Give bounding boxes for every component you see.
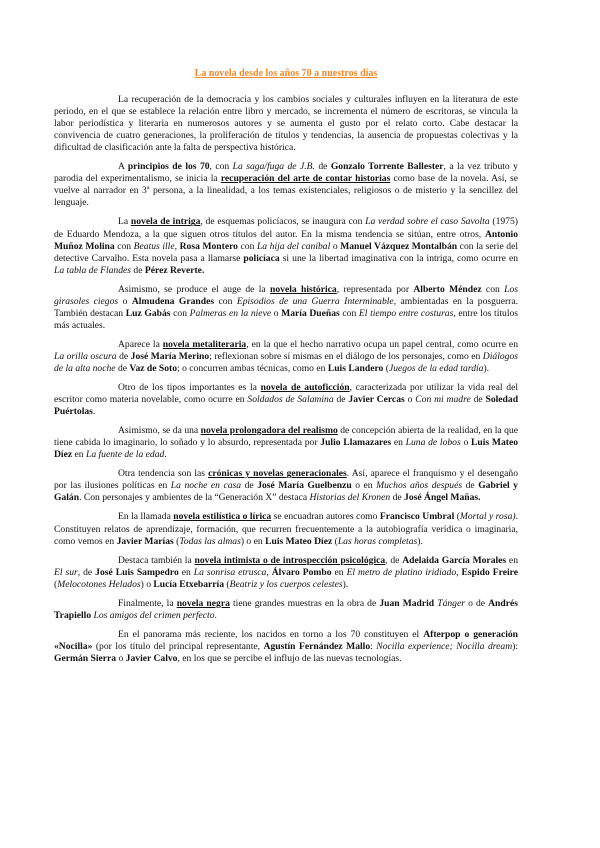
text-run: , en la que el hecho narrativo ocupa un papel central, como ocurre en xyxy=(246,338,518,350)
text-run: o xyxy=(404,394,416,406)
bold-run: novela metaliteraria xyxy=(162,338,247,350)
bold-run: José María Merino xyxy=(130,350,210,362)
text-run: o de xyxy=(464,597,489,609)
text-run: ) o xyxy=(140,578,154,590)
paragraph xyxy=(54,425,518,461)
italic-run: La tabla de Flandes xyxy=(54,264,132,276)
paragraph xyxy=(54,382,518,418)
italic-run: Palmeras en la nieve xyxy=(189,307,272,319)
paragraph xyxy=(54,161,518,209)
bold-run: Andrés Trapiello xyxy=(54,597,518,621)
italic-run: Beatus ille xyxy=(133,240,175,252)
text-run: En el panorama más reciente, los nacidos en torno a los 70 constituyen el xyxy=(118,628,424,640)
text-run: , con xyxy=(209,161,233,173)
italic-run: La verdad sobre el caso Savolta xyxy=(365,216,490,228)
text-run: , xyxy=(174,240,180,252)
italic-run: El sur xyxy=(54,566,78,578)
text-run: , de esquemas policíacos, se inaugura con xyxy=(200,216,366,228)
text-run: ) o en xyxy=(240,535,266,547)
text-run: A xyxy=(118,161,128,173)
text-run: . Con personajes y ambientes de la “Generación X” destaca xyxy=(79,492,310,504)
italic-run: La orilla oscura xyxy=(54,350,117,362)
bold-run: Espido Freire xyxy=(461,566,518,578)
text-run: ( xyxy=(224,578,230,590)
bold-run: Luz Gabás xyxy=(125,307,171,319)
text-run: de concepción abierta de la realidad, en la que tiene cabida lo imaginario, lo soñado y lo absurdo, representada por xyxy=(54,425,518,449)
italic-run: Melocotones Helados xyxy=(57,578,141,590)
text-run: en xyxy=(331,566,347,578)
bold-run: Adelaida García Morales xyxy=(402,554,507,566)
text-run: tiene grandes muestras en la obra de xyxy=(229,597,380,609)
italic-run: Todas las almas xyxy=(179,535,241,547)
text-run: , representada por xyxy=(336,283,414,295)
bold-run: Alberto Méndez xyxy=(413,283,482,295)
bold-run: Soledad Puértolas xyxy=(54,394,519,418)
text-run: La xyxy=(118,216,131,228)
bold-run: Germán Sierra xyxy=(54,652,117,664)
text-run: de xyxy=(470,394,486,406)
italic-run: Diálogos de la alta noche xyxy=(54,350,518,374)
text-run: de xyxy=(390,492,405,504)
italic-run: Mortal y rosa) xyxy=(459,511,516,523)
text-run: ( xyxy=(332,535,338,547)
text-run: , de xyxy=(385,554,403,566)
italic-run: Los amigos del crimen perfecto xyxy=(93,609,215,621)
paragraph xyxy=(54,598,518,622)
text-run: , ambientadas en la posguerra. También destacan xyxy=(54,295,519,319)
bold-run: Antonio Muñoz Molina xyxy=(54,228,518,252)
text-run: . xyxy=(92,406,96,418)
italic-run: Soldados de Salamina xyxy=(247,394,334,406)
text-run: ( xyxy=(454,511,460,523)
bold-run: crónicas y novelas generacionales xyxy=(208,468,347,480)
italic-run: Juegos de la edad tardía xyxy=(388,362,484,374)
bold-run: José Luis Sampedro xyxy=(95,566,179,578)
bold-run: Almudena Grandes xyxy=(131,295,215,307)
bold-run: Javier Cercas xyxy=(348,394,405,406)
italic-run: Las horas completas xyxy=(337,535,418,547)
paragraph xyxy=(54,511,518,547)
text-run: en xyxy=(178,566,194,578)
text-run: , entre los títulos más actuales. xyxy=(54,307,519,331)
document-title: La novela desde los años 70 a nuestros días xyxy=(194,68,378,79)
text-run: ( xyxy=(383,362,389,374)
bold-run: José Ángel Mañas. xyxy=(404,492,481,504)
text-run: , a la vez tributo y parodia del experimentalismo, se inicia la xyxy=(54,161,518,185)
text-run: se encuadran autores como xyxy=(271,511,380,523)
bold-run: novela de autoficción xyxy=(260,382,350,394)
text-run: Finalmente, la xyxy=(118,597,177,609)
text-run: En la llamada xyxy=(118,511,174,523)
text-run: ). xyxy=(483,362,490,374)
bold-run: Javier Calvo xyxy=(125,652,178,664)
text-run: , caracterizada por utilizar la vida real del escritor como materia novelable, como ocurre en xyxy=(54,382,518,406)
bold-run: Afterpop o generación «Nocilla» xyxy=(54,628,519,652)
italic-run: Episodios de una Guerra Interminable xyxy=(236,295,394,307)
italic-run: La saga/fuga de J.B. xyxy=(232,161,315,173)
text-run: de xyxy=(116,350,131,362)
bold-run: policíaca xyxy=(243,252,280,264)
paragraph xyxy=(54,94,518,154)
bold-run: Gabriel y Galán xyxy=(54,480,518,504)
bold-run: novela histórica xyxy=(270,283,337,295)
italic-run: El metro de platino iridiado xyxy=(346,566,457,578)
text-run: en xyxy=(506,554,518,566)
text-run: o xyxy=(116,652,126,664)
text-run: Otro de los tipos importantes es la xyxy=(118,382,261,394)
text-run: con xyxy=(114,240,134,252)
text-run: con xyxy=(170,307,190,319)
bold-run: Luis Mateo Díez xyxy=(54,437,518,461)
text-run: (por los título del principal representante, xyxy=(92,640,264,652)
text-run: Aparece la xyxy=(118,338,163,350)
paragraph xyxy=(54,468,518,504)
text-run: con xyxy=(214,295,237,307)
text-run: , xyxy=(456,566,462,578)
text-run: ). xyxy=(342,578,349,590)
text-run: . xyxy=(214,609,217,621)
text-run: con xyxy=(339,307,359,319)
text-run: . Así, aparece el franquismo y el desengaño por las ilusiones políticas en xyxy=(54,468,518,492)
text-run: de xyxy=(462,480,479,492)
text-run: , de xyxy=(77,566,96,578)
bold-run: Lucía Etxebarría xyxy=(153,578,225,590)
bold-run: José María Guelbenzu xyxy=(257,480,352,492)
text-run: en xyxy=(391,437,406,449)
italic-run: Los girasoles ciegos xyxy=(54,283,518,307)
text-run: en xyxy=(72,449,86,461)
text-run: o xyxy=(460,437,472,449)
text-run: con xyxy=(481,283,505,295)
italic-run: Historias del Kronen xyxy=(309,492,391,504)
text-run: Otra tendencia son las xyxy=(118,468,209,480)
text-run: ; reflexionan sobre sí mismas en el diálogo de los personajes, como en xyxy=(209,350,483,362)
italic-run: La fuente de la edad xyxy=(85,449,165,461)
bold-run: novela negra xyxy=(176,597,230,609)
bold-run: Francisco Umbral xyxy=(379,511,455,523)
bold-run: Agustín Fernández Mallo xyxy=(263,640,371,652)
bold-run: Gonzalo Torrente Ballester xyxy=(330,161,444,173)
bold-run: novela intimista o de introspección psicológica xyxy=(194,554,386,566)
bold-run: Luis Landero xyxy=(327,362,384,374)
text-run: de xyxy=(333,394,349,406)
italic-run: Beatriz y los cuerpos celestes xyxy=(229,578,343,590)
text-run: de xyxy=(115,362,130,374)
bold-run: Manuel Vázquez Montalbán xyxy=(340,240,458,252)
bold-run: principios de los 70 xyxy=(127,161,210,173)
text-run: . xyxy=(164,449,167,461)
document-body xyxy=(54,94,518,665)
paragraph xyxy=(54,629,518,665)
italic-run: Tánger xyxy=(437,597,465,609)
bold-run: Juan Madrid xyxy=(379,597,435,609)
bold-run: Javier Marías xyxy=(116,535,174,547)
text-run: si une la libertad imaginativa con la intriga, como ocurre en xyxy=(279,252,519,264)
italic-run: La sonrisa etrusca xyxy=(193,566,267,578)
italic-run: El tiempo entre costuras xyxy=(358,307,454,319)
bold-run: Pérez Reverte. xyxy=(144,264,205,276)
text-run: : xyxy=(370,640,377,652)
text-run: con xyxy=(237,240,257,252)
text-run: ( xyxy=(173,535,180,547)
text-run: de xyxy=(131,264,145,276)
text-run: o en xyxy=(351,480,377,492)
text-run: (1975) de Eduardo Mendoza, a la que siguen otros títulos del autor. En la misma tendencia se sitúan, entre otros, xyxy=(54,216,518,240)
paragraph xyxy=(54,216,518,276)
text-run: de xyxy=(241,480,258,492)
text-run: Asimismo, se produce el auge de la xyxy=(118,283,271,295)
text-run: ; o concurren ambas técnicas, como en xyxy=(177,362,328,374)
text-run: o xyxy=(271,307,282,319)
italic-run: Muchos años después xyxy=(376,480,463,492)
text-run: ): xyxy=(512,640,518,652)
text-run: ). xyxy=(417,535,423,547)
text-run: Asimismo, se da una xyxy=(118,425,201,437)
italic-run: Con mi madre xyxy=(415,394,471,406)
text-run: La recuperación de la democracia y los cambios sociales y culturales influyen en la literatura de este periodo, en el que se establece la relación entre libro y mercado, se incrementa el número de escritoras, se vincula la labor periodística y literaria en numerosos autores y se aumenta el gusto por el relato corto. Cabe destacar la convivencia de cuatro generaciones, la proliferación de títulos y tendencias, la ausencia de propuestas colectivas y la dificultad de clasificación ante la falta de perspectiva histórica. xyxy=(54,94,518,154)
bold-run: novela de intriga xyxy=(130,216,201,228)
italic-run: Nocilla experience; Nocilla dream xyxy=(376,640,513,652)
italic-run: La noche en casa xyxy=(170,480,242,492)
text-run: de xyxy=(314,161,331,173)
italic-run: Luna de lobos xyxy=(405,437,461,449)
text-run: como base de la novela. Así, se vuelve al narrador en 3ª persona, a la linealidad, a los temas existenciales, religiosos o de misterio y la sencillez del lenguaje. xyxy=(54,173,518,209)
text-run: o xyxy=(330,240,341,252)
text-run: Destaca también la xyxy=(118,554,195,566)
bold-run: recuperación del arte de contar historias xyxy=(220,173,391,185)
text-run: , en los que se percibe el influjo de las nuevas tecnologías. xyxy=(177,652,402,664)
document-page xyxy=(54,68,518,665)
bold-run: Luis Mateo Díez xyxy=(265,535,333,547)
paragraph xyxy=(54,555,518,591)
bold-run: novela prolongadora del realismo xyxy=(200,425,338,437)
bold-run: Álvaro Pombo xyxy=(271,566,332,578)
text-run: , xyxy=(266,566,272,578)
bold-run: Vaz de Soto xyxy=(129,362,178,374)
italic-run: La hija del caníbal xyxy=(256,240,331,252)
text-run: o xyxy=(118,295,132,307)
text-run: . Constituyen relatos de aprendizaje, formación, que recurren frecuentemente a la autobiografía verídica o imaginaria, como vemos en xyxy=(54,511,518,547)
text-run: ( xyxy=(54,578,58,590)
bold-run: novela estilística o lírica xyxy=(173,511,272,523)
paragraph xyxy=(54,339,518,375)
paragraph xyxy=(54,284,518,332)
text-run: con la serie del detective Carvalho. Esta novela pasa a llamarse xyxy=(54,240,519,264)
bold-run: Rosa Montero xyxy=(179,240,238,252)
bold-run: Julio Llamazares xyxy=(320,437,392,449)
bold-run: María Dueñas xyxy=(281,307,340,319)
